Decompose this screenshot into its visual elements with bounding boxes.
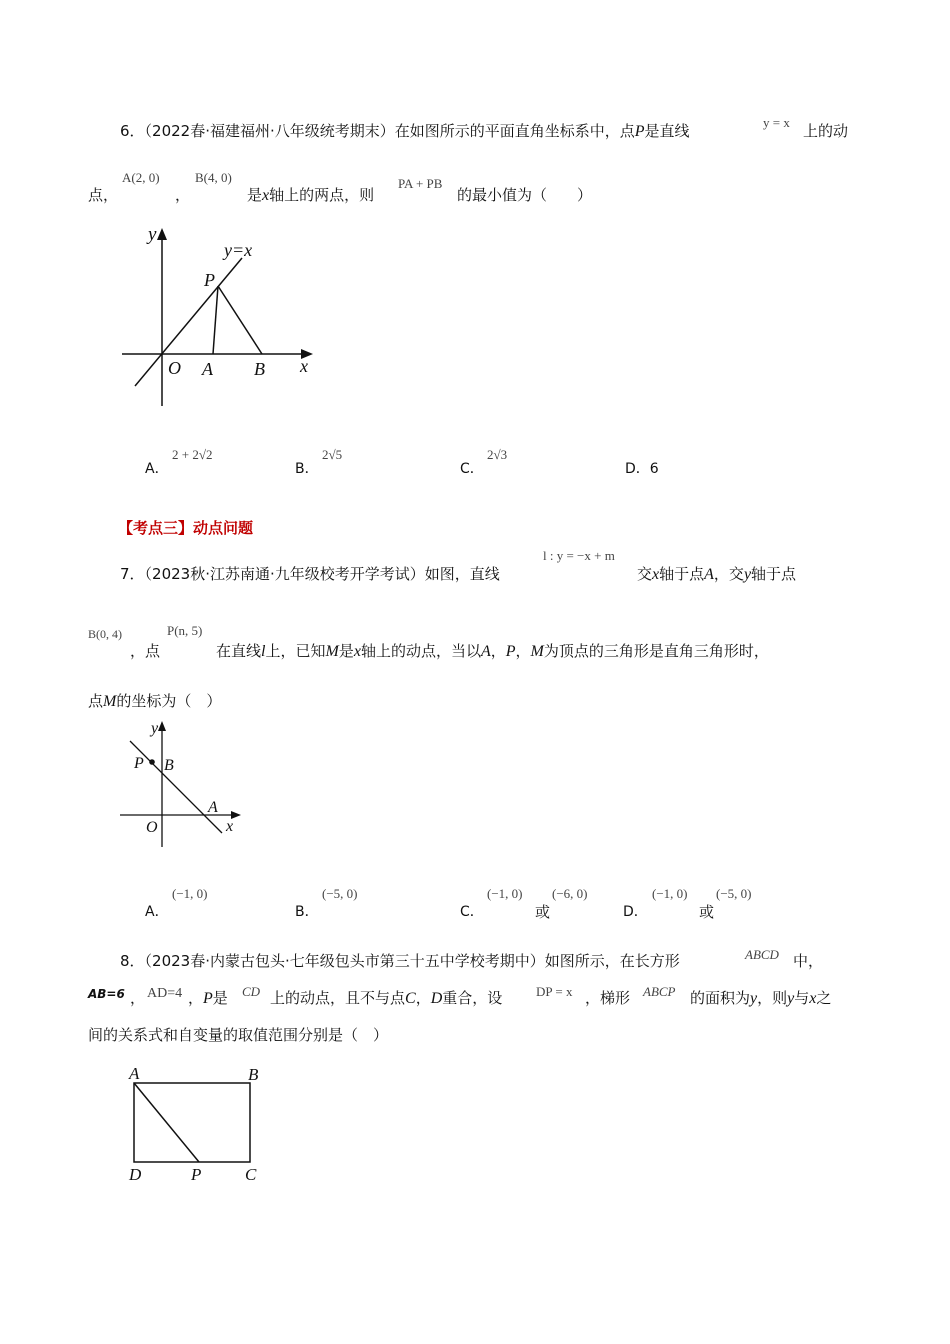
q7-y-arrow xyxy=(158,721,166,731)
q8-abcd: ABCD xyxy=(745,947,779,962)
q7-a: A xyxy=(704,566,714,583)
q7-point-b: B(0, 4) xyxy=(88,627,122,641)
q6-fig-y-label: y xyxy=(148,224,157,245)
q8-coincide: 重合，设 xyxy=(442,989,503,1007)
q8-line2-mid xyxy=(188,987,228,1008)
q6-y-arrow xyxy=(157,228,167,240)
q8-between: 之 xyxy=(816,989,832,1007)
q8-area-is: 的面积为 xyxy=(690,989,751,1007)
q7-x2: x xyxy=(353,643,361,660)
q6-choice-d-letter-text: D． xyxy=(625,461,650,477)
q8-fig-b-label: B xyxy=(248,1065,259,1084)
section-heading: 【考点三】动点问题 xyxy=(118,519,254,537)
q8-trap: ，梯形 xyxy=(585,989,631,1007)
q6-comma: ， xyxy=(175,186,191,204)
q7-fig-o-label: O xyxy=(146,819,158,836)
q6-x: x xyxy=(262,187,270,204)
q7-choice-d-value: (−1, 0) xyxy=(652,886,688,901)
q8-cd: CD xyxy=(242,984,261,999)
q6-on-axis: 轴上的两点，则 xyxy=(269,186,375,204)
q7-line3-pre: 点 xyxy=(88,692,104,710)
q6-line1 xyxy=(120,120,690,141)
q6-choice-c-letter[interactable]: C． xyxy=(460,461,484,477)
q7-fig-x-label: x xyxy=(226,818,234,835)
q8-d: D xyxy=(430,990,443,1007)
q6-line-y-eq-x xyxy=(135,258,242,386)
q7-line-equation: l : y = −x + m xyxy=(543,548,615,563)
q7-a2: A xyxy=(480,643,491,660)
q7-axis-at2: 轴于点 xyxy=(751,565,797,583)
q8-comma1: ， xyxy=(130,989,146,1007)
q8-fig-c-label: C xyxy=(245,1165,257,1184)
q7-sep1: ， xyxy=(490,642,506,660)
q7-source: （2023秋·江苏南通·九年级校考开学考试）如图，直线 xyxy=(144,565,500,583)
q7-fig-a-label: A xyxy=(208,799,218,816)
q7-on-line: 在直线 xyxy=(216,642,262,660)
q6-fig-o-label: O xyxy=(168,358,181,378)
q8-y2: y xyxy=(787,990,795,1007)
q8-comma2: ， xyxy=(188,989,204,1007)
q6-choice-a-value: 2 + 2√2 xyxy=(172,447,213,462)
q8-y: y xyxy=(750,990,758,1007)
q8-line3: 间的关系式和自变量的取值范围分别是（ ） xyxy=(88,1026,389,1044)
q7-choice-b-letter[interactable]: B． xyxy=(295,904,319,920)
q6-choice-a-letter[interactable]: A． xyxy=(145,461,169,477)
q7-is-moving: 是 xyxy=(338,642,354,660)
q6-segment-pa xyxy=(213,286,218,354)
q7-m3: M xyxy=(103,693,117,710)
q7-y: y xyxy=(743,566,752,583)
q8-in: 中， xyxy=(793,952,824,970)
q8-is: 是 xyxy=(212,989,228,1007)
q7-right-tri: 为顶点的三角形是直角三角形时， xyxy=(543,642,769,660)
q6-segment-pb xyxy=(218,286,262,354)
q8-dp: DP = x xyxy=(536,984,573,999)
q8-rectangle xyxy=(134,1083,250,1162)
q8-c: C xyxy=(405,990,416,1007)
q7-line1-rest xyxy=(637,563,796,584)
q6-choice-d-letter[interactable] xyxy=(625,458,659,478)
q6-moving-text: 上的动 xyxy=(803,122,849,140)
q6-fig-a-label: A xyxy=(202,359,213,379)
q7-figure xyxy=(110,715,250,855)
q8-line1 xyxy=(120,950,680,971)
q8-then: ，则 xyxy=(757,989,788,1007)
q6-line2-rest xyxy=(247,184,374,205)
q7-point-p-dot xyxy=(149,759,155,765)
q7-m: M xyxy=(325,643,339,660)
q6-fig-x-label: x xyxy=(300,356,308,376)
q7-axis-moving: 轴上的动点，当以 xyxy=(360,642,481,660)
q7-choice-c-value: (−1, 0) xyxy=(487,886,523,901)
q6-fig-line-label: y=x xyxy=(224,240,253,260)
q7-choice-d-value2: (−5, 0) xyxy=(716,886,752,901)
q7-coord-is: 的坐标为（ ） xyxy=(116,692,222,710)
q8-p: P xyxy=(203,990,213,1007)
q7-line3 xyxy=(88,690,221,711)
q7-axis-at: 轴于点 xyxy=(659,565,705,583)
q7-known: 上，已知 xyxy=(265,642,326,660)
q8-moving: 上的动点，且不与点 xyxy=(270,989,406,1007)
q8-sep: ， xyxy=(415,989,431,1007)
q6-point-a: A(2, 0) xyxy=(122,170,160,185)
q8-x: x xyxy=(809,990,817,1007)
q7-x: x xyxy=(652,566,660,583)
q8-fig-a-label: A xyxy=(129,1064,140,1083)
q7-m2: M xyxy=(530,643,544,660)
q7-fig-y-label: y xyxy=(151,720,159,737)
q8-ad-value: AD=4 xyxy=(147,986,183,1001)
q6-source: （2022春·福建福州·八年级统考期末）在如图所示的平面直角坐标系中，点 xyxy=(144,122,635,140)
q6-line2-start: 点， xyxy=(88,186,119,204)
q7-line2-rest xyxy=(216,640,769,661)
q6-is: 是 xyxy=(247,186,263,204)
q6-number: 6． xyxy=(120,122,145,140)
q8-ab-value: AB=6 xyxy=(88,987,125,1001)
q6-line-equation: y = x xyxy=(763,115,790,130)
q6-fig-p-label: P xyxy=(204,270,215,290)
q6-choice-b-value: 2√5 xyxy=(322,447,343,462)
q8-line2-tail xyxy=(690,987,831,1008)
q8-source: （2023春·内蒙古包头·七年级包头市第三十五中学校考期中）如图所示，在长方形 xyxy=(144,952,680,970)
q7-sep2: ， xyxy=(515,642,531,660)
q7-line1 xyxy=(120,563,500,584)
q6-point-p: P xyxy=(634,123,645,140)
q7-choice-a-value: (−1, 0) xyxy=(172,886,208,901)
q7-fig-b-label: B xyxy=(164,757,174,774)
q7-choice-d-letter[interactable]: D． xyxy=(623,904,648,920)
q7-cross-x: 交 xyxy=(637,565,653,583)
q6-min-value: 的最小值为（ ） xyxy=(457,186,593,204)
q7-cross-y: ，交 xyxy=(713,565,744,583)
q6-choice-c-value: 2√3 xyxy=(487,447,508,462)
q7-choice-b-value: (−5, 0) xyxy=(322,886,358,901)
q7-p2: P xyxy=(505,643,516,660)
q8-line2-rest xyxy=(270,987,502,1008)
q7-choice-d-or: 或 xyxy=(699,903,715,921)
q8-number: 8． xyxy=(120,952,145,970)
q6-choice-b-letter[interactable]: B． xyxy=(295,461,319,477)
q6-text: 是直线 xyxy=(644,122,690,140)
q6-figure xyxy=(110,220,330,415)
q8-fig-d-label: D xyxy=(129,1165,142,1184)
q7-number: 7． xyxy=(120,565,145,583)
q8-segment-ap xyxy=(134,1083,199,1162)
q7-choice-a-letter[interactable]: A． xyxy=(145,904,169,920)
q6-expression: PA + PB xyxy=(398,176,443,191)
q7-choice-c-value2: (−6, 0) xyxy=(552,886,588,901)
q7-l: l xyxy=(261,643,266,660)
q7-fig-p-label: P xyxy=(134,755,144,772)
q7-point-p: P(n, 5) xyxy=(167,623,203,638)
q8-figure xyxy=(120,1060,280,1190)
q7-point-word: ，点 xyxy=(130,642,161,660)
q7-choice-c-or: 或 xyxy=(535,903,551,921)
q7-line-l xyxy=(130,741,222,833)
q6-point-b: B(4, 0) xyxy=(195,170,232,185)
q8-and: 与 xyxy=(794,989,810,1007)
q8-fig-p-label: P xyxy=(191,1165,202,1184)
q7-choice-c-letter[interactable]: C． xyxy=(460,904,484,920)
q6-fig-b-label: B xyxy=(254,359,265,379)
q6-choice-d-value: 6 xyxy=(649,461,659,477)
q8-abcp: ABCP xyxy=(643,984,676,999)
